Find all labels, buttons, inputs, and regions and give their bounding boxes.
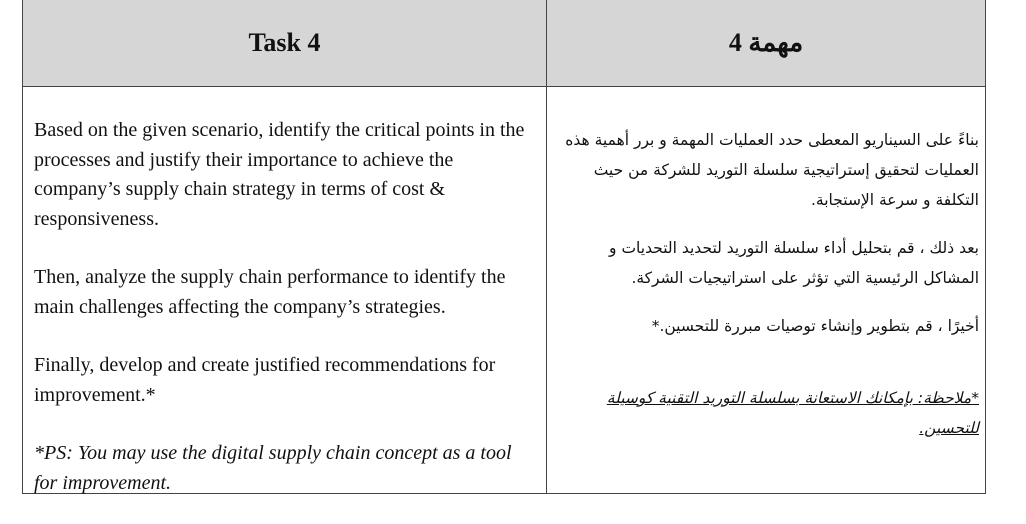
task-table	[22, 0, 986, 494]
english-column	[34, 116, 534, 498]
english-title: Task 4	[248, 28, 321, 57]
arabic-paragraph-2: بعد ذلك ، قم بتحليل أداء سلسلة التوريد لتحديد التحديات و المشاكل الرئيسية التي تؤثر على استراتيجيات الشركة.	[609, 239, 979, 287]
table-header-row	[23, 0, 985, 87]
english-paragraph-3: Finally, develop and create justified recommendations for improvement.*	[34, 354, 496, 406]
english-paragraph-2: Then, analyze the supply chain performance to identify the main challenges affecting the company’s strategies.	[34, 266, 506, 318]
english-note: *PS: You may use the digital supply chain concept as a tool for improvement.	[34, 442, 512, 494]
arabic-note: *ملاحظة: بإمكانك الاستعانة بسلسلة التوريد التقنية كوسيلة للتحسين.	[606, 389, 979, 437]
arabic-column	[557, 125, 979, 443]
arabic-title: مهمة 4	[728, 28, 804, 57]
english-paragraph-1: Based on the given scenario, identify the critical points in the processes and justify their importance to achieve the company’s supply chain strategy in terms of cost & responsiveness.	[34, 119, 525, 230]
column-divider	[546, 0, 547, 493]
arabic-paragraph-3: أخيرًا ، قم بتطوير وإنشاء توصيات مبررة للتحسين.*	[651, 317, 979, 335]
arabic-paragraph-1: بناءً على السيناريو المعطى حدد العمليات المهمة و برر أهمية هذه العمليات لتحقيق إستراتيجية سلسلة التوريد للشركة من حيث التكلفة و سرعة الإستجابة.	[565, 131, 979, 209]
